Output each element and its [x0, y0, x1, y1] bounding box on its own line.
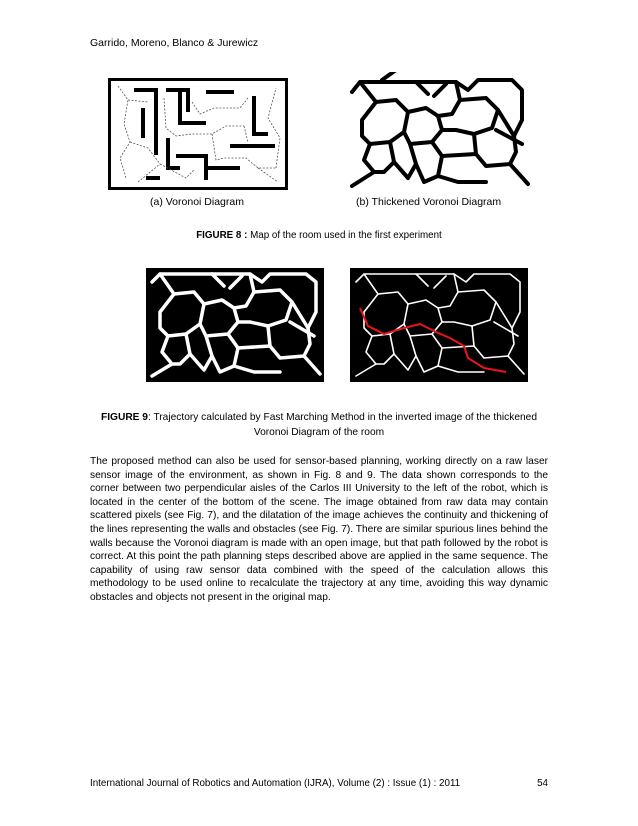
figure-9-caption — [90, 410, 548, 440]
footer-journal: International Journal of Robotics and Automation (IJRA), Volume (2) : Issue (1) : 2011 — [90, 778, 461, 789]
figure-8-caption — [0, 230, 638, 241]
figure-9-label: FIGURE 9 — [100, 412, 148, 423]
figure-9-inverted-image — [146, 268, 324, 382]
figure-9-trajectory-image — [350, 268, 528, 382]
figure-9-caption-text: : Trajectory calculated by Fast Marching Method in the inverted image of the thickened Voronoi Diagram of the room — [147, 412, 537, 438]
figure-8a-subcaption: (a) Voronoi Diagram — [150, 196, 244, 208]
figure-8-caption-text: Map of the room used in the first experiment — [247, 230, 442, 241]
page-number: 54 — [537, 778, 548, 789]
figure-8a-voronoi-diagram — [108, 78, 288, 190]
body-paragraph: The proposed method can also be used for sensor-based planning, working directly on a raw laser sensor image of the environment, as shown in Fig. 8 and 9. The data shown corresponds to the corner between two perpendicular aisles of the Carlos III University to the left of the robot, which is located in the center of the bottom of the scene. The image obtained from raw data may contain scattered pixels (see Fig. 7), and the dilatation of the image achieves the continuity and thickening of the lines representing the walls and obstacles (see Fig. 7). There are similar spurious lines behind the walls because the Voronoi diagram is made with an open image, but that path followed by the robot is correct. At this point the path planning steps described above are applied in the same sequence. The capability of using raw sensor data combined with the speed of the calculation allows this methodology to be used online to recalculate the trajectory at any time, avoiding this way dynamic obstacles and objects not present in the original map. — [90, 456, 548, 603]
figure-8b-thickened-voronoi — [346, 72, 532, 194]
figure-8b-subcaption: (b) Thickened Voronoi Diagram — [356, 196, 502, 208]
page-footer — [90, 778, 548, 789]
figure-8-label: FIGURE 8 : — [196, 230, 248, 241]
running-header: Garrido, Moreno, Blanco & Jurewicz — [90, 37, 259, 49]
